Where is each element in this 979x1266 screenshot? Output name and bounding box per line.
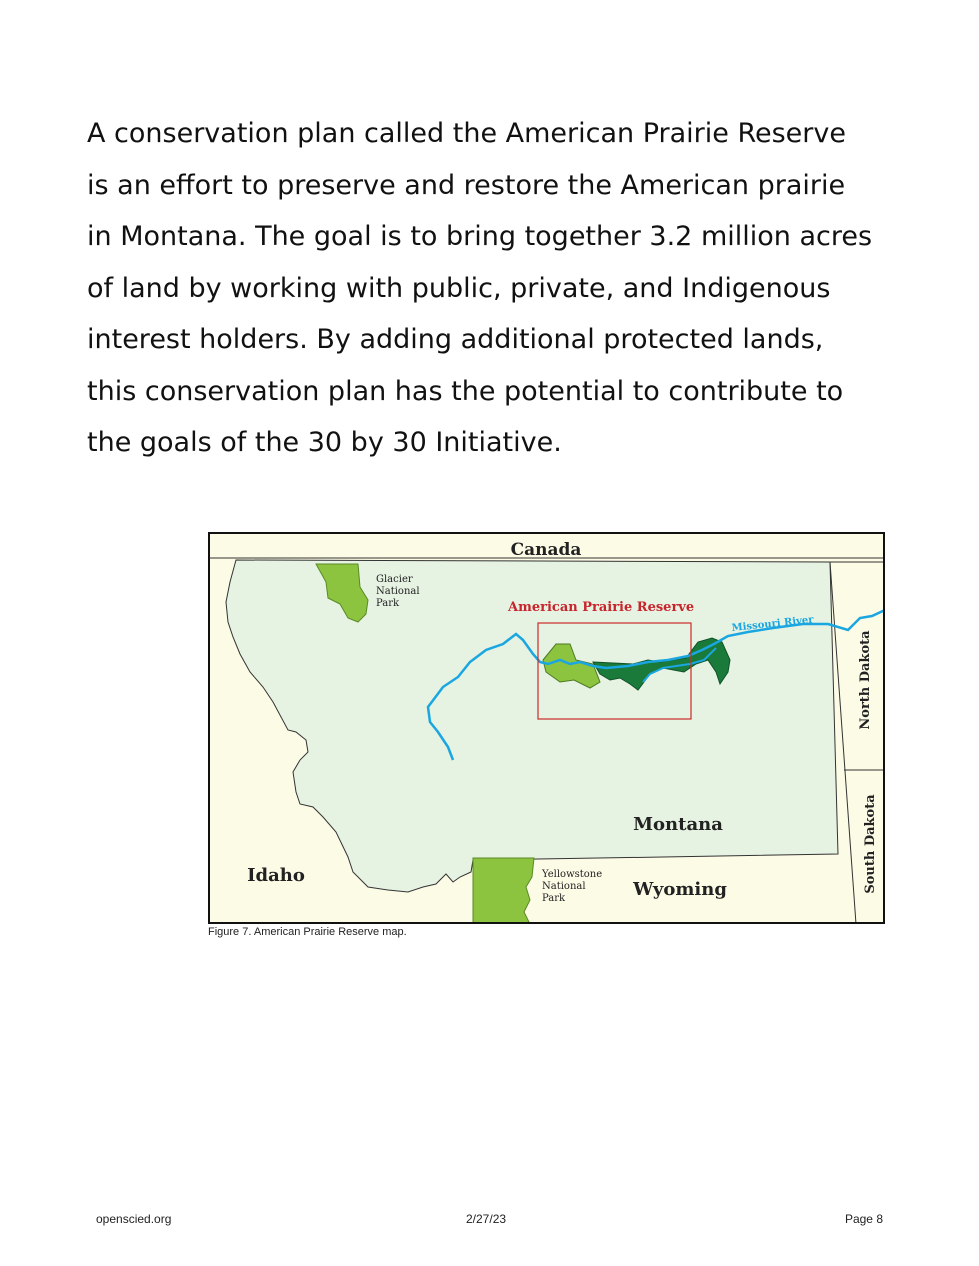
- figure-caption: Figure 7. American Prairie Reserve map.: [208, 926, 407, 938]
- body-line: interest holders. By adding additional protected lands,: [87, 324, 824, 355]
- body-line: is an effort to preserve and restore the American prairie: [87, 169, 846, 201]
- body-line: this conservation plan has the potential to contribute to: [87, 375, 844, 407]
- idaho-label: Idaho: [247, 865, 305, 886]
- body-line: the goals of the 30 by 30 Initiative.: [87, 427, 562, 458]
- footer-page-number: Page 8: [844, 1212, 883, 1226]
- yellowstone-label-line: National: [542, 881, 586, 892]
- yellowstone-label-line: Yellowstone: [542, 869, 603, 880]
- yellowstone-park: [473, 858, 534, 924]
- north-dakota-label: North Dakota: [858, 630, 873, 730]
- yellowstone-label-line: Park: [542, 893, 566, 904]
- body-line: of land by working with public, private, and Indigenous: [87, 272, 831, 304]
- montana-label: Montana: [633, 814, 723, 835]
- glacier-label-line: Park: [376, 598, 400, 609]
- canada-label: Canada: [510, 540, 582, 560]
- south-dakota-label: South Dakota: [863, 794, 878, 894]
- body-line: in Montana. The goal is to bring together 3.2 million acres: [87, 221, 873, 252]
- glacier-label-line: Glacier: [376, 574, 413, 585]
- river-label: Missouri River: [731, 614, 815, 634]
- body-paragraph: [87, 108, 907, 469]
- reserve-label: American Prairie Reserve: [508, 600, 695, 615]
- glacier-label-line: National: [376, 586, 420, 597]
- footer-site: openscied.org: [96, 1212, 172, 1226]
- wyoming-label: Wyoming: [633, 879, 727, 900]
- body-line: A conservation plan called the American Prairie Reserve: [87, 118, 846, 149]
- montana-map: [208, 532, 885, 924]
- footer-date: 2/27/23: [466, 1212, 507, 1226]
